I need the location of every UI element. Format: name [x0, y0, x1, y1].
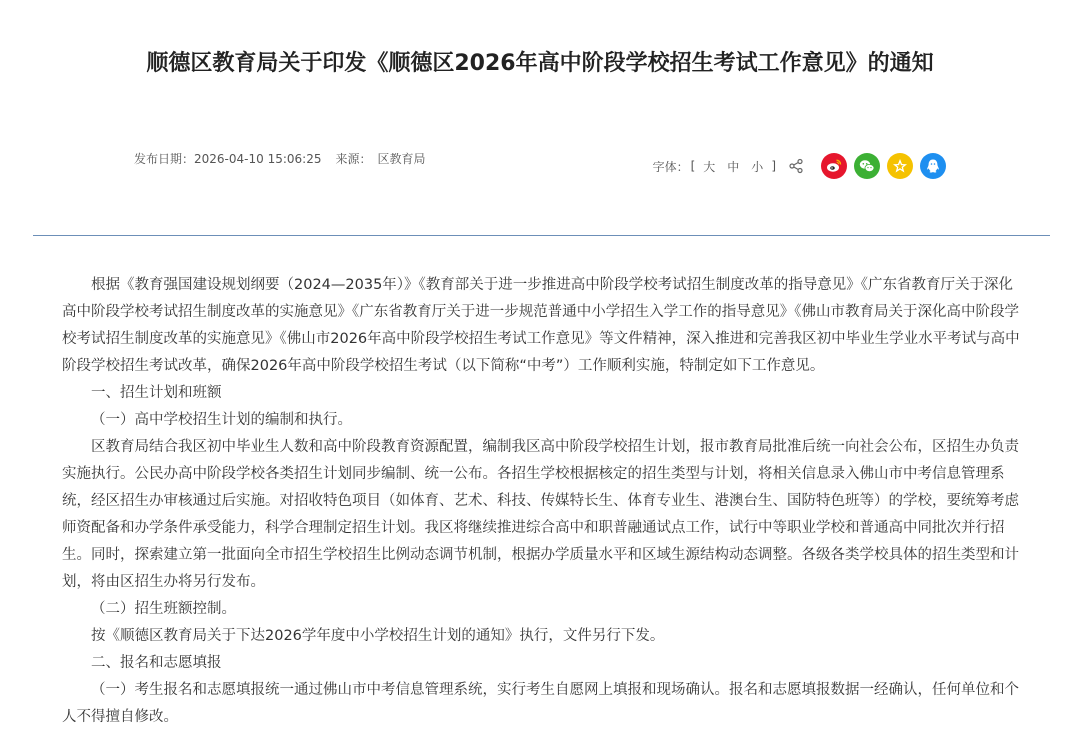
- paragraph: 根据《教育强国建设规划纲要（2024—2035年）》《教育部关于进一步推进高中阶段学校考试招生制度改革的指导意见》《广东省教育厅关于深化高中阶段学校考试招生制度改革的实施意见》《广东省教育厅关于进一步规范普通中小学招生入学工作的指导意见》《佛山市教育局关于深化高中阶段学校考试招生制度改革的实施意见》《佛山市2026年高中阶段学校招生考试工作意见》等文件精神，深入推进和完善我区初中毕业生学业水平考试与高中阶段学校招生考试改革，确保2026年高中阶段学校招生考试（以下简称“中考”）工作顺利实施，特制定如下工作意见。: [62, 277, 1020, 374]
- publish-date: 2026-04-10 15:06:25: [194, 152, 322, 166]
- article-body: [62, 272, 1022, 731]
- publish-date-label: 发布日期：: [134, 152, 195, 166]
- weibo-icon[interactable]: [821, 153, 847, 179]
- section-heading: 一、招生计划和班额: [91, 385, 222, 401]
- section-heading: 二、报名和志愿填报: [91, 655, 222, 671]
- paragraph: （一）考生报名和志愿填报统一通过佛山市中考信息管理系统，实行考生自愿网上填报和现场确认。报名和志愿填报数据一经确认，任何单位和个人不得擅自修改。: [62, 682, 1019, 725]
- article-tools: [653, 152, 946, 180]
- font-size-open-bracket: [: [690, 159, 696, 173]
- font-size-control: [653, 158, 778, 175]
- paragraph: 按《顺德区教育局关于下达2026学年度中小学校招生计划的通知》执行，文件另行下发。: [91, 628, 665, 644]
- qzone-icon[interactable]: [887, 153, 913, 179]
- font-size-large-button[interactable]: 大: [703, 159, 716, 174]
- font-size-close-bracket: ]: [771, 159, 776, 173]
- header-divider: [33, 235, 1050, 236]
- source-value: 区教育局: [377, 152, 426, 166]
- font-size-small-button[interactable]: 小: [751, 159, 764, 174]
- share-icon: [788, 158, 804, 174]
- wechat-icon[interactable]: [854, 153, 880, 179]
- subsection-heading: （一）高中学校招生计划的编制和执行。: [91, 412, 352, 428]
- source-label: 来源：: [335, 152, 372, 166]
- article-title: 顺德区教育局关于印发《顺德区2026年高中阶段学校招生考试工作意见》的通知: [146, 51, 934, 76]
- font-size-medium-button[interactable]: 中: [727, 159, 740, 174]
- subsection-heading: （二）招生班额控制。: [91, 601, 236, 617]
- article-meta: [134, 150, 426, 168]
- font-size-label: 字体：: [652, 159, 689, 174]
- qq-icon[interactable]: [920, 153, 946, 179]
- paragraph: 区教育局结合我区初中毕业生人数和高中阶段教育资源配置，编制我区高中阶段学校招生计划，报市教育局批准后统一向社会公布，区招生办负责实施执行。公民办高中阶段学校各类招生计划同步编制、统一公布。各招生学校根据核定的招生类型与计划，将相关信息录入佛山市中考信息管理系统，经区招生办审核通过后实施。对招收特色项目（如体育、艺术、科技、传媒特长生、体育专业生、港澳台生、国防特色班等）的学校，要统筹考虑师资配备和办学条件承受能力，科学合理制定招生计划。我区将继续推进综合高中和职普融通试点工作，试行中等职业学校和普通高中同批次并行招生。同时，探索建立第一批面向全市招生学校招生比例动态调节机制，根据办学质量水平和区域生源结构动态调整。各级各类学校具体的招生类型和计划，将由区招生办将另行发布。: [62, 439, 1019, 590]
